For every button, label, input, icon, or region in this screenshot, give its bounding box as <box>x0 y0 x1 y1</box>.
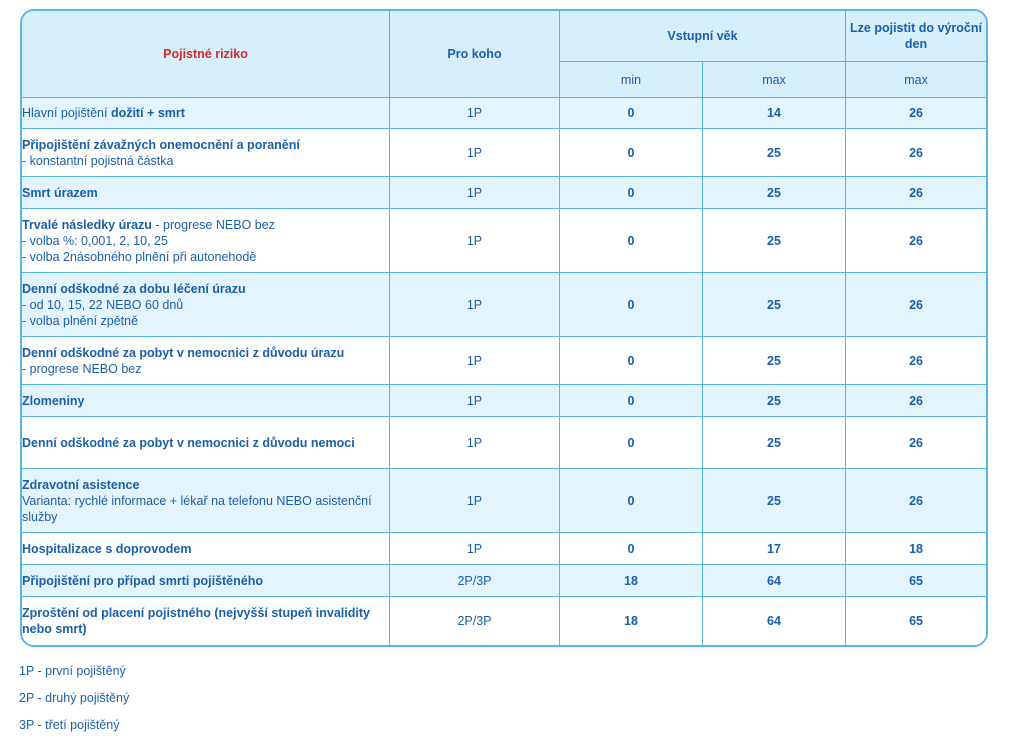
header-entry-age: Vstupní věk <box>560 11 846 62</box>
footnotes <box>19 662 129 743</box>
risk-name-main: Smrt úrazem <box>22 185 98 200</box>
insurable-until-cell: 26 <box>846 129 986 177</box>
header-insurable-until: Lze pojistit do výroční den <box>846 11 986 62</box>
min-age-cell: 0 <box>560 273 703 337</box>
risk-name-subnote: - od 10, 15, 22 NEBO 60 dnů <box>22 297 184 312</box>
risk-name-inline-note: - progrese NEBO bez <box>151 217 275 232</box>
risk-name-main: Zproštění od placení pojistného (nejvyšší stupeň invalidity nebo smrt) <box>22 606 370 636</box>
risk-name-main: dožití + smrt <box>110 106 185 120</box>
risk-name-subnote: - volba %: 0,001, 2, 10, 25 <box>22 233 168 248</box>
max-age-cell: 14 <box>703 98 846 129</box>
table-row <box>22 385 986 417</box>
risk-name-cell <box>22 469 390 533</box>
table-row <box>22 177 986 209</box>
risk-name-main: Připojištění pro případ smrti pojištěného <box>22 573 263 588</box>
for-whom-cell: 2P/3P <box>390 565 560 597</box>
min-age-cell: 0 <box>560 337 703 385</box>
min-age-cell: 0 <box>560 469 703 533</box>
risk-name-main: Zlomeniny <box>22 393 85 408</box>
table-row <box>22 129 986 177</box>
for-whom-cell: 1P <box>390 209 560 273</box>
risk-name-subnote: - volba plnění zpětně <box>22 313 139 328</box>
risk-name-subnote: - progrese NEBO bez <box>22 361 142 376</box>
table-row <box>22 273 986 337</box>
max-age-cell: 25 <box>703 129 846 177</box>
risk-table <box>20 9 988 647</box>
insurable-until-cell: 26 <box>846 337 986 385</box>
header-max-until: max <box>846 62 986 98</box>
min-age-cell: 0 <box>560 209 703 273</box>
max-age-cell: 25 <box>703 273 846 337</box>
min-age-cell: 0 <box>560 385 703 417</box>
insurable-until-cell: 65 <box>846 565 986 597</box>
risk-name-cell <box>22 98 390 129</box>
max-age-cell: 25 <box>703 209 846 273</box>
table-row <box>22 337 986 385</box>
for-whom-cell: 1P <box>390 385 560 417</box>
table-row <box>22 533 986 565</box>
min-age-cell: 0 <box>560 177 703 209</box>
min-age-cell: 0 <box>560 129 703 177</box>
header-for-whom: Pro koho <box>390 11 560 98</box>
for-whom-cell: 1P <box>390 129 560 177</box>
insurable-until-cell: 26 <box>846 177 986 209</box>
header-max: max <box>703 62 846 98</box>
risk-name-cell <box>22 597 390 645</box>
table-body <box>22 98 986 645</box>
risk-name-cell <box>22 337 390 385</box>
table-row <box>22 209 986 273</box>
risk-name-lead: Hlavní pojištění <box>22 106 111 120</box>
min-age-cell: 0 <box>560 98 703 129</box>
max-age-cell: 25 <box>703 177 846 209</box>
risk-name-main: Trvalé následky úrazu <box>22 217 152 232</box>
risk-name-subnote: - konstantní pojistná částka <box>22 153 174 168</box>
for-whom-cell: 1P <box>390 98 560 129</box>
risk-name-cell <box>22 533 390 565</box>
insurable-until-cell: 26 <box>846 417 986 469</box>
insurable-until-cell: 26 <box>846 385 986 417</box>
risk-name-cell <box>22 565 390 597</box>
risk-name-cell <box>22 273 390 337</box>
risk-name-main: Připojištění závažných onemocnění a poranění <box>22 137 300 152</box>
insurable-until-cell: 26 <box>846 98 986 129</box>
insurable-until-cell: 18 <box>846 533 986 565</box>
table-row <box>22 417 986 469</box>
for-whom-cell: 1P <box>390 533 560 565</box>
insurable-until-cell: 65 <box>846 597 986 645</box>
risk-name-cell <box>22 129 390 177</box>
risk-name-main: Denní odškodné za pobyt v nemocnici z důvodu nemoci <box>22 435 355 450</box>
risk-name-cell <box>22 417 390 469</box>
for-whom-cell: 1P <box>390 273 560 337</box>
risk-name-cell <box>22 177 390 209</box>
risk-name-main: Denní odškodné za pobyt v nemocnici z důvodu úrazu <box>22 345 345 360</box>
header-risk: Pojistné riziko <box>22 11 390 98</box>
max-age-cell: 25 <box>703 469 846 533</box>
risk-name-subnote: Varianta: rychlé informace + lékař na telefonu NEBO asistenční služby <box>22 493 372 524</box>
min-age-cell: 0 <box>560 533 703 565</box>
min-age-cell: 18 <box>560 565 703 597</box>
table-row <box>22 565 986 597</box>
header-min: min <box>560 62 703 98</box>
table-row <box>22 469 986 533</box>
table-row <box>22 98 986 129</box>
max-age-cell: 25 <box>703 337 846 385</box>
risk-name-main: Denní odškodné za dobu léčení úrazu <box>22 281 246 296</box>
risk-name-main: Hospitalizace s doprovodem <box>22 541 192 556</box>
max-age-cell: 64 <box>703 565 846 597</box>
for-whom-cell: 1P <box>390 469 560 533</box>
footnote-2p: 2P - druhý pojištěný <box>19 691 130 705</box>
risk-name-cell <box>22 385 390 417</box>
for-whom-cell: 1P <box>390 177 560 209</box>
max-age-cell: 25 <box>703 417 846 469</box>
max-age-cell: 25 <box>703 385 846 417</box>
for-whom-cell: 1P <box>390 337 560 385</box>
risk-name-main: Zdravotní asistence <box>22 477 140 492</box>
min-age-cell: 18 <box>560 597 703 645</box>
min-age-cell: 0 <box>560 417 703 469</box>
risk-name-cell <box>22 209 390 273</box>
risk-name-subnote: - volba 2násobného plnění při autonehodě <box>22 249 257 264</box>
footnote-1p: 1P - první pojištěný <box>19 664 126 678</box>
table-row <box>22 597 986 645</box>
for-whom-cell: 1P <box>390 417 560 469</box>
for-whom-cell: 2P/3P <box>390 597 560 645</box>
footnote-3p: 3P - třetí pojištěný <box>19 718 120 732</box>
max-age-cell: 64 <box>703 597 846 645</box>
insurable-until-cell: 26 <box>846 469 986 533</box>
insurable-until-cell: 26 <box>846 273 986 337</box>
insurable-until-cell: 26 <box>846 209 986 273</box>
max-age-cell: 17 <box>703 533 846 565</box>
risk-table-container <box>20 9 984 647</box>
